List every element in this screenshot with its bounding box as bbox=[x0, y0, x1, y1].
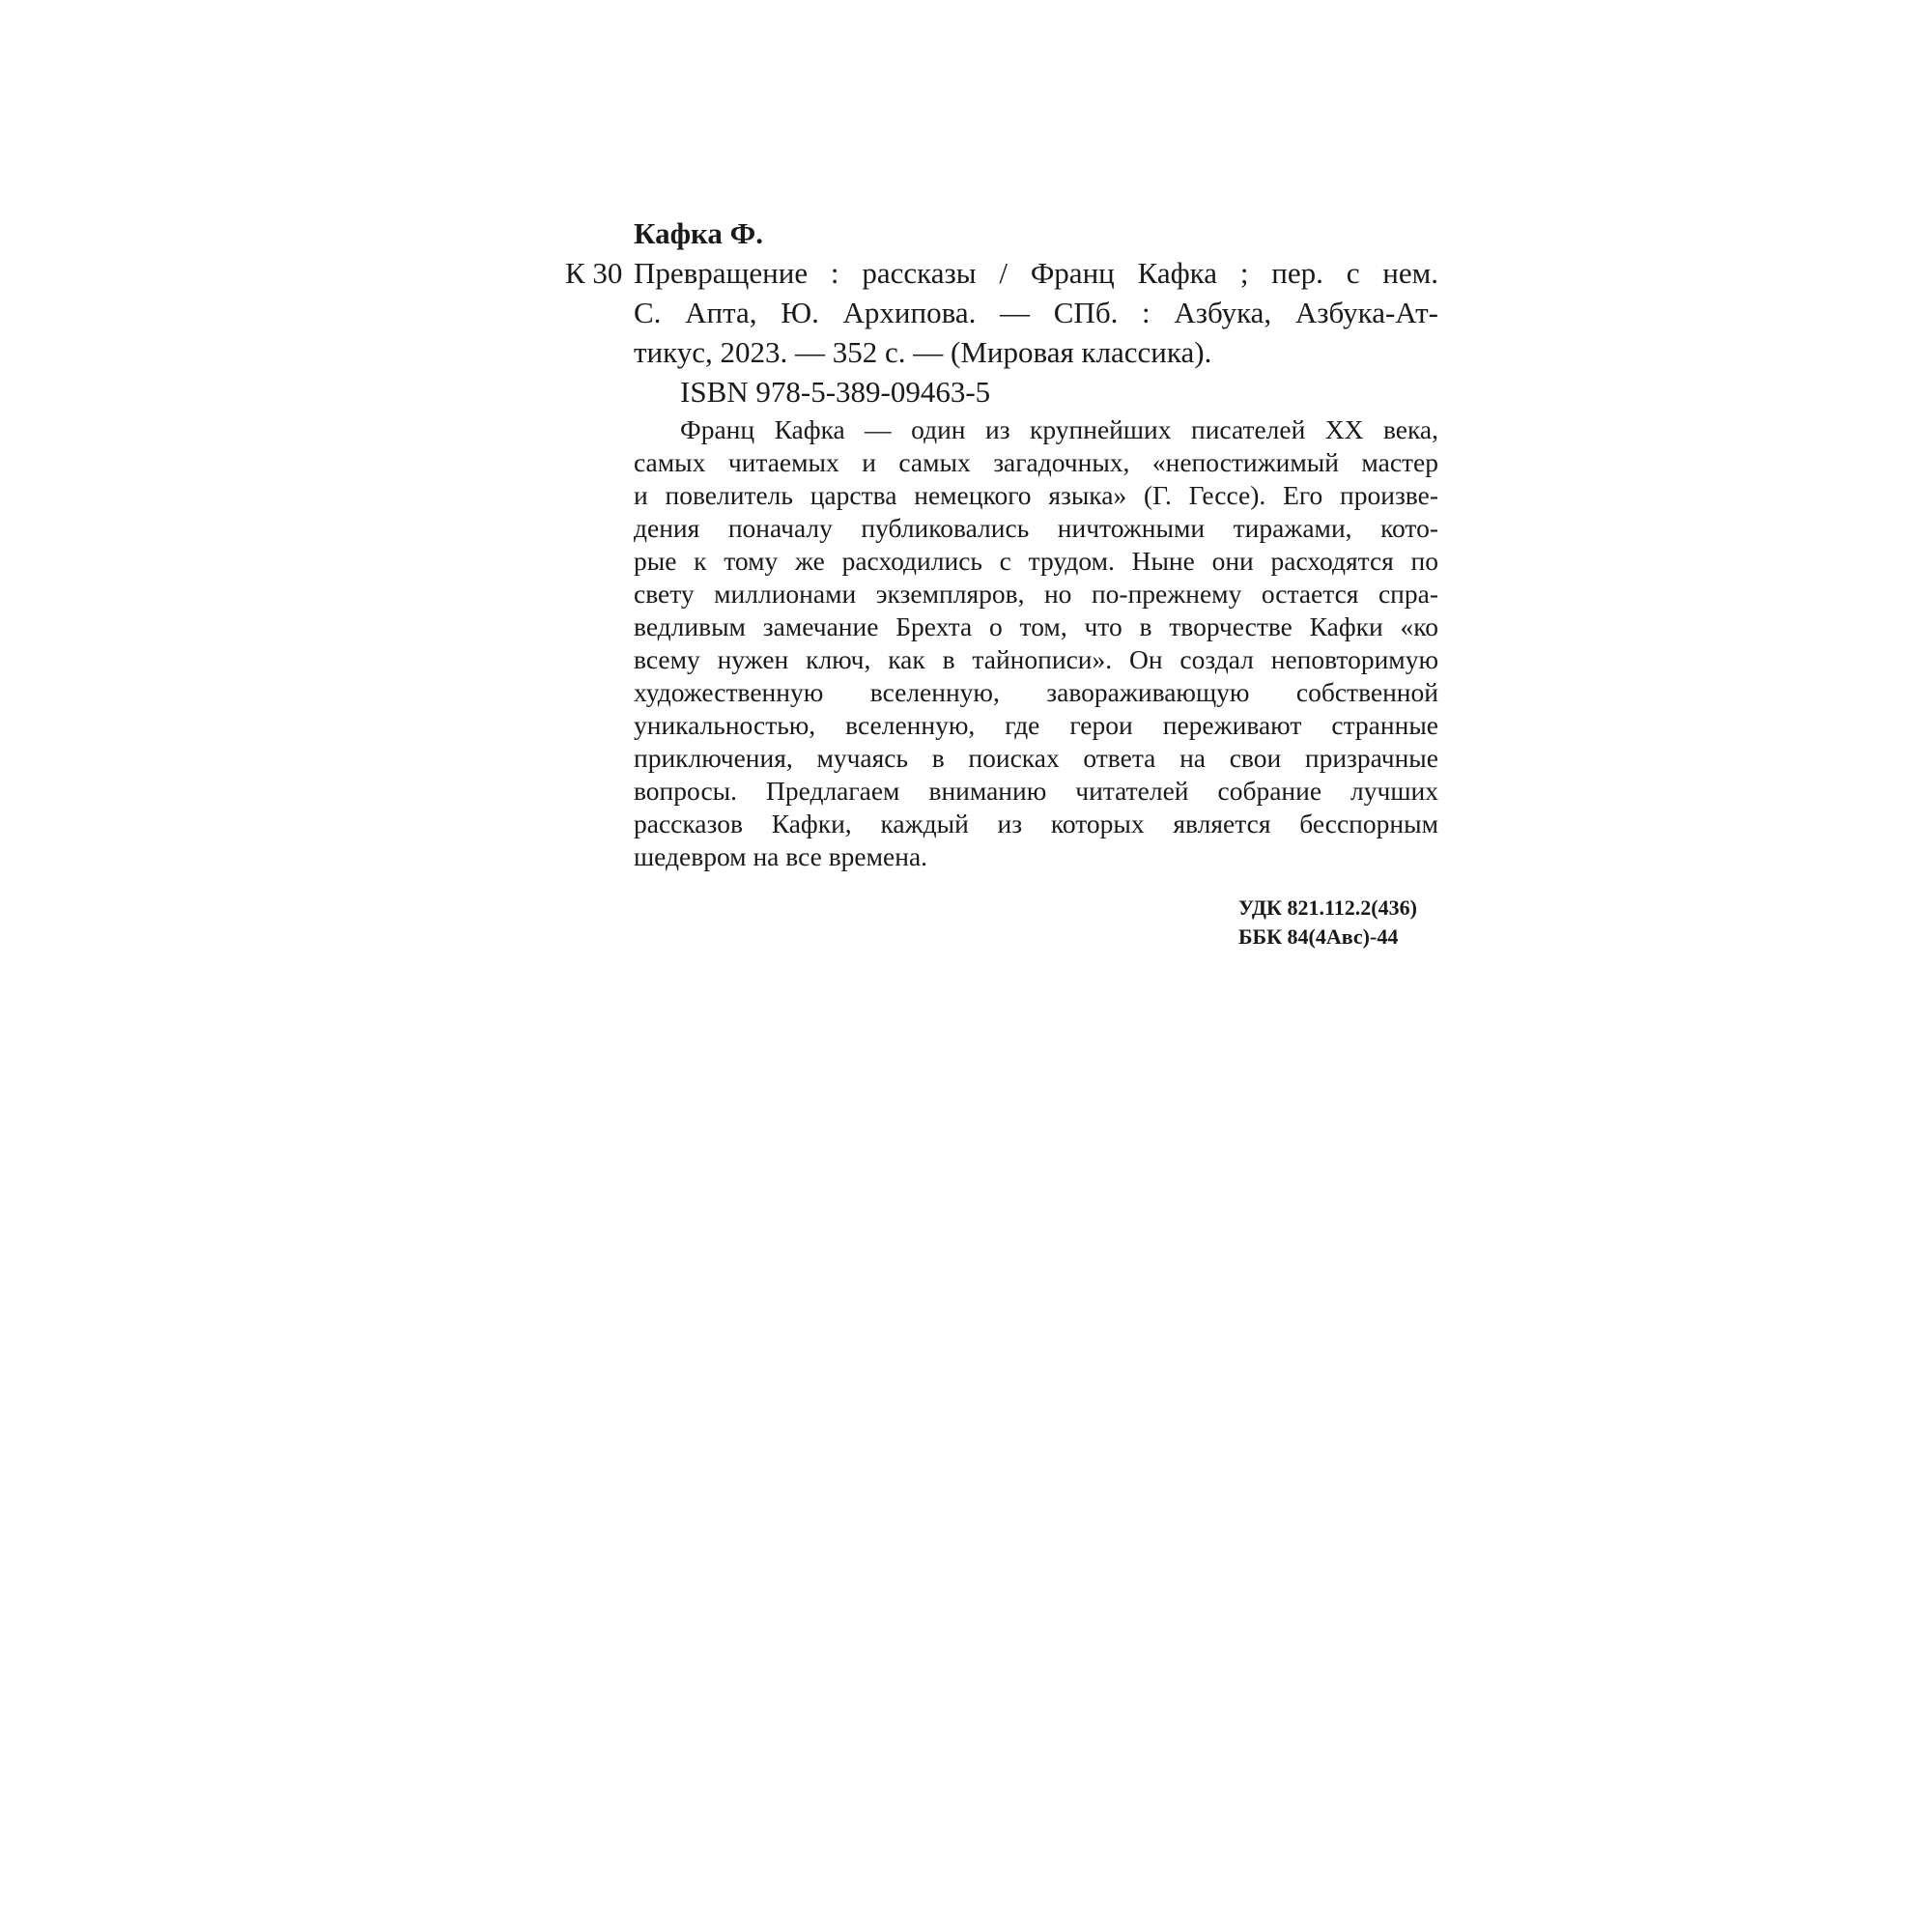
annotation-line: приключения, мучаясь в поисках ответа на свои призрачные bbox=[634, 743, 1438, 773]
bbk-code: ББК 84(4Авс)-44 bbox=[1238, 924, 1399, 949]
annotation-line: уникальностью, вселенную, где герои переживают странные bbox=[634, 710, 1438, 740]
author-heading: Кафка Ф. bbox=[634, 216, 764, 250]
author-mark-code: К 30 bbox=[565, 256, 623, 290]
annotation-line: вопросы. Предлагаем вниманию читателей собрание лучших bbox=[634, 776, 1438, 806]
annotation-line: рассказов Кафки, каждый из которых является бесспорным bbox=[634, 809, 1438, 838]
annotation-line: шедевром на все времена. bbox=[634, 841, 928, 871]
annotation-line: дения поначалу публиковались ничтожными тиражами, кото- bbox=[634, 513, 1438, 543]
annotation-line: ведливым замечание Брехта о том, что в творчестве Кафки «ко bbox=[634, 611, 1438, 641]
bibliographic-line: тикус, 2023. — 352 с. — (Мировая классика). bbox=[634, 335, 1212, 369]
annotation-line: свету миллионами экземпляров, но по-прежнему остается спра- bbox=[634, 579, 1438, 609]
bibliographic-line: Превращение : рассказы / Франц Кафка ; пер. с нем. bbox=[634, 256, 1438, 290]
annotation-line: рые к тому же расходились с трудом. Ныне они расходятся по bbox=[634, 546, 1438, 576]
annotation-line: художественную вселенную, завораживающую собственной bbox=[634, 677, 1438, 707]
annotation-line: самых читаемых и самых загадочных, «непостижимый мастер bbox=[634, 447, 1438, 477]
annotation-line: Франц Кафка — один из крупнейших писателей XX века, bbox=[680, 414, 1438, 444]
isbn: ISBN 978-5-389-09463-5 bbox=[680, 375, 991, 409]
udk-code: УДК 821.112.2(436) bbox=[1238, 895, 1417, 920]
bibliographic-line: С. Апта, Ю. Архипова. — СПб. : Азбука, Азбука-Ат- bbox=[634, 296, 1438, 329]
annotation-line: всему нужен ключ, как в тайнописи». Он создал неповторимую bbox=[634, 644, 1438, 674]
annotation-line: и повелитель царства немецкого языка» (Г. Гессе). Его произве- bbox=[634, 480, 1438, 510]
